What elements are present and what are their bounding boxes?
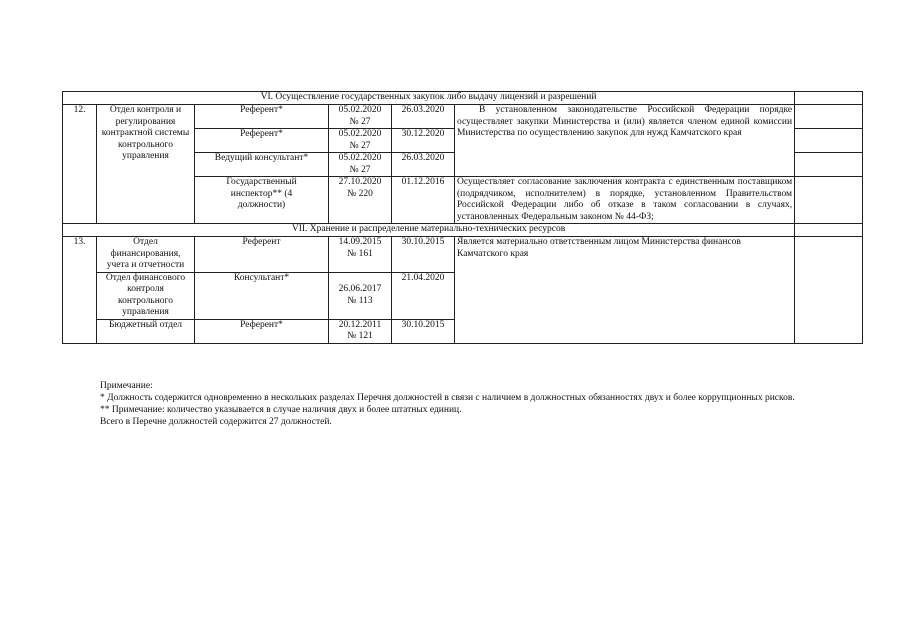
end-date-cell: 26.03.2020 [392, 105, 455, 129]
end-date-cell: 30.12.2020 [392, 129, 455, 153]
order-number: № 27 [349, 116, 371, 127]
total-positions-note: Всего в Перечне должностей содержится 27 должностей. [100, 417, 332, 427]
appointment-cell [329, 177, 392, 224]
position-cell: Референт* [195, 129, 329, 153]
duty-cell: Осуществляет согласование заключения контракта с единственным поставщиком (подрядчиком, исполнителем) в порядке, установленном Правительством Российской Федерации либо об отказе в таком согласовании в случаях, установленных Федеральным законом № 44-ФЗ; [455, 177, 795, 224]
position-cell: Референт* [195, 105, 329, 129]
end-date-cell: 21.04.2020 [392, 272, 455, 319]
section-7-title: VII. Хранение и распределение материально-технических ресурсов [63, 224, 795, 237]
section-7-header-row [63, 224, 863, 237]
appointment-date: 05.02.2020 [338, 105, 382, 115]
table-row [63, 105, 863, 129]
notes-heading: Примечание: [100, 381, 153, 391]
appointment-date: 05.02.2020 [338, 153, 382, 163]
appointment-cell [329, 129, 392, 153]
blank-cell [795, 224, 863, 237]
appointment-cell [329, 272, 392, 319]
position-cell: Консультант* [195, 272, 329, 319]
order-number: № 161 [347, 248, 373, 259]
appointment-cell [329, 319, 392, 343]
position-cell: Референт [195, 237, 329, 273]
footnote-1: * Должность содержится одновременно в нескольких разделах Перечня должностей в связи с наличием в должностных обязанностях двух и более коррупционных рисков. [100, 393, 795, 403]
row-number: 13. [63, 237, 97, 344]
end-date-cell: 30.10.2015 [392, 237, 455, 273]
section-6-header-row [63, 92, 863, 105]
end-date-cell: 26.03.2020 [392, 153, 455, 177]
blank-cell [795, 177, 863, 224]
position-cell: Государственный инспектор** (4 должности) [195, 177, 329, 224]
blank-cell [795, 129, 863, 153]
order-number: № 121 [347, 331, 373, 341]
department-cell: Отдел финансирования, учета и отчетности [97, 237, 195, 273]
blank-cell [795, 105, 863, 129]
appointment-date: 14.09.2015 [338, 237, 382, 247]
blank-cell [795, 153, 863, 177]
appointment-cell [329, 105, 392, 129]
duty-cell: Является материально ответственным лицом Министерства финансов Камчатского края [455, 237, 795, 344]
position-cell: Референт* [195, 319, 329, 343]
department-cell: Бюджетный отдел [97, 319, 195, 343]
appointment-cell [329, 237, 392, 273]
department-cell: Отдел финансового контроля контрольного управления [97, 272, 195, 319]
blank-cell [795, 92, 863, 105]
order-number: № 220 [347, 188, 373, 199]
end-date-cell: 01.12.2016 [392, 177, 455, 224]
positions-table [62, 91, 863, 344]
footnote-2: ** Примечание: количество указывается в случае наличия двух и более штатных единиц. [100, 405, 462, 415]
appointment-cell [329, 153, 392, 177]
order-number: № 27 [349, 164, 371, 175]
notes-block [62, 380, 807, 428]
appointment-date: 20.12.2011 [338, 319, 382, 330]
department-cell: Отдел контроля и регулирования контрактной системы контрольного управления [97, 105, 195, 224]
section-6-title: VI. Осуществление государственных закупок либо выдачу лицензий и разрешений [63, 92, 795, 105]
position-cell: Ведущий консультант* [195, 153, 329, 177]
order-number: № 113 [347, 295, 373, 306]
appointment-date: 27.10.2020 [338, 177, 382, 187]
duty-cell: В установленном законодательстве Российской Федерации порядке осуществляет закупки Министерства и (или) является членом единой комиссии Министерства по осуществлению закупок для нужд Камчатского края [455, 105, 795, 177]
end-date-cell: 30.10.2015 [392, 319, 455, 343]
order-number: № 27 [349, 140, 371, 151]
table-row [63, 237, 863, 273]
appointment-date: 05.02.2020 [338, 129, 382, 139]
row-number: 12. [63, 105, 97, 224]
appointment-date: 26.06.2017 [338, 284, 382, 294]
blank-cell [795, 237, 863, 344]
